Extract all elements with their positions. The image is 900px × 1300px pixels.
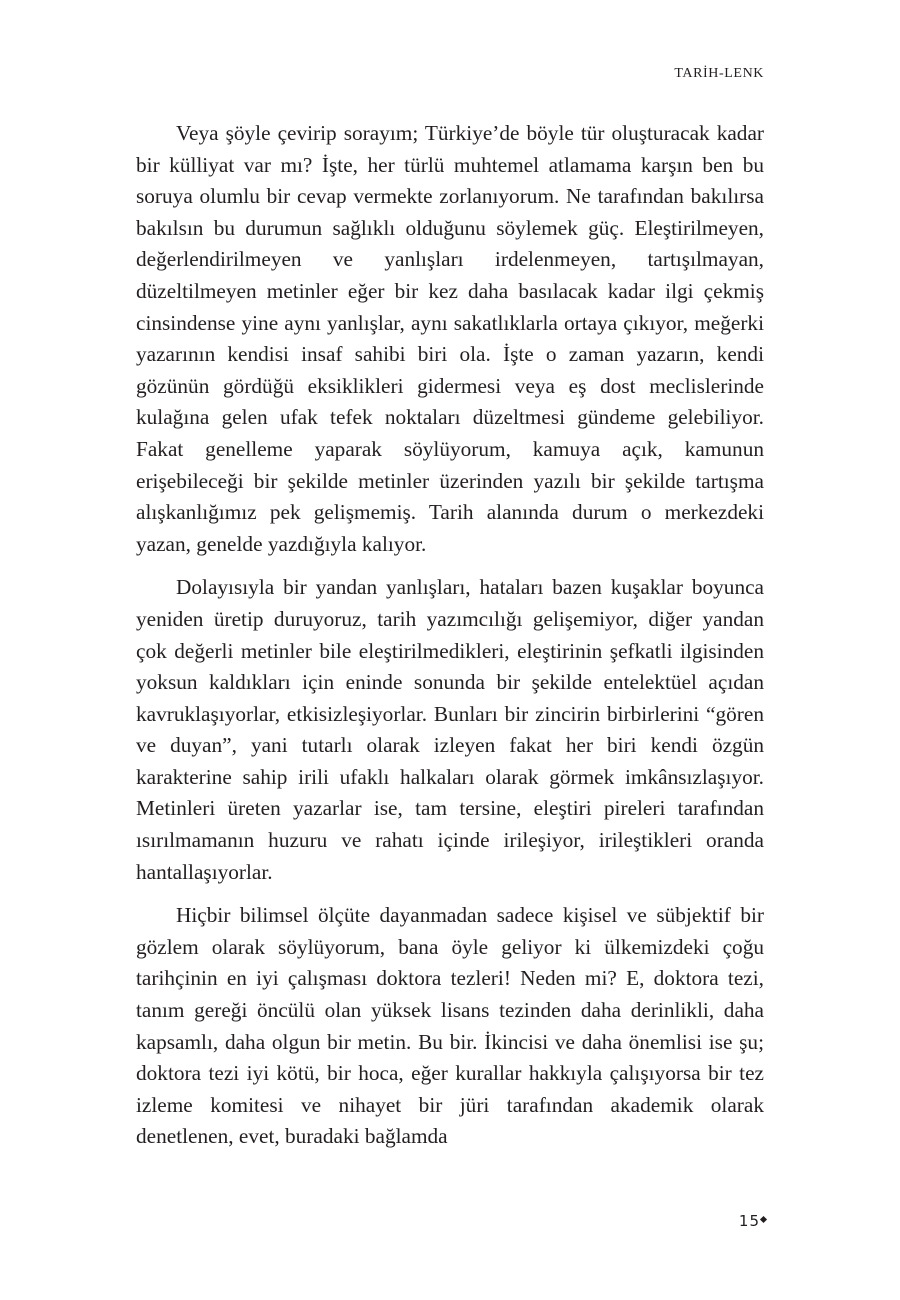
paragraph-1: Veya şöyle çevirip sorayım; Türkiye’de böyle tür oluşturacak kadar bir külliyat var mı? İşte, her türlü muhtemel atlamama karşın ben bu soruya olumlu bir cevap vermekte zorlanıyorum. Ne tarafından bakılırsa bakılsın bu durumun sağlıklı olduğunu söylemek güç. Eleştirilmeyen, değerlendirilmeyen ve yanlışları irdelenmeyen, tartışılmayan, düzeltilmeyen metinler eğer bir kez daha basılacak kadar ilgi çekmiş cinsindense yine aynı yanlışlar, aynı sakatlıklarla ortaya çıkıyor, meğerki yazarının kendisi insaf sahibi biri ola. İşte o zaman yazarın, kendi gözünün gördüğü eksiklikleri gidermesi veya eş dost meclislerinde kulağına gelen ufak tefek noktaları düzeltmesi gündeme gelebiliyor. Fakat genelleme yaparak söylüyorum, kamuya açık, kamunun erişebileceği bir şekilde metinler üzerinden yazılı bir şekilde tartışma alışkanlığımız pek gelişmemiş. Tarih alanında durum o merkezdeki yazan, genelde yazdığıyla kalıyor. xyxy=(136,121,764,556)
page-number: 15 xyxy=(738,1212,760,1230)
running-head: TARİH-LENK xyxy=(674,66,764,81)
paragraph-2: Dolayısıyla bir yandan yanlışları, hataları bazen kuşaklar boyunca yeniden üretip duruyoruz, tarih yazımcılığı gelişemiyor, diğer yandan çok değerli metinler bile eleştirilmedikleri, eleştirinin şefkatli ilgisinden yoksun kaldıkları için eninde sonunda bir şekilde entelektüel açıdan kavruklaşıyorlar, etkisizleşiyorlar. Bunları bir zincirin birbirlerini “gören ve duyan”, yani tutarlı olarak izleyen fakat her biri kendi özgün karakterine sahip irili ufaklı halkaları olarak görmek imkânsızlaşıyor. Metinleri üreten yazarlar ise, tam tersine, eleştiri pireleri tarafından ısırılmamanın huzuru ve rahatı içinde irileşiyor, irileştikleri oranda hantallaşıyorlar. xyxy=(136,575,764,884)
diamond-ornament-icon xyxy=(760,1216,767,1223)
body-text xyxy=(136,118,764,1165)
paragraph-3: Hiçbir bilimsel ölçüte dayanmadan sadece kişisel ve sübjektif bir gözlem olarak söylüyorum, bana öyle geliyor ki ülkemizdeki çoğu tarihçinin en iyi çalışması doktora tezleri! Neden mi? E, doktora tezi, tanım gereği öncülü olan yüksek lisans tezinden daha derinlikli, daha kapsamlı, daha olgun bir metin. Bu bir. İkincisi ve daha önemlisi ise şu; doktora tezi iyi kötü, bir hoca, eğer kurallar hakkıyla çalışıyorsa bir tez izleme komitesi ve nihayet bir jüri tarafından akademik olarak denetlenen, evet, buradaki bağlamda xyxy=(136,903,764,1149)
